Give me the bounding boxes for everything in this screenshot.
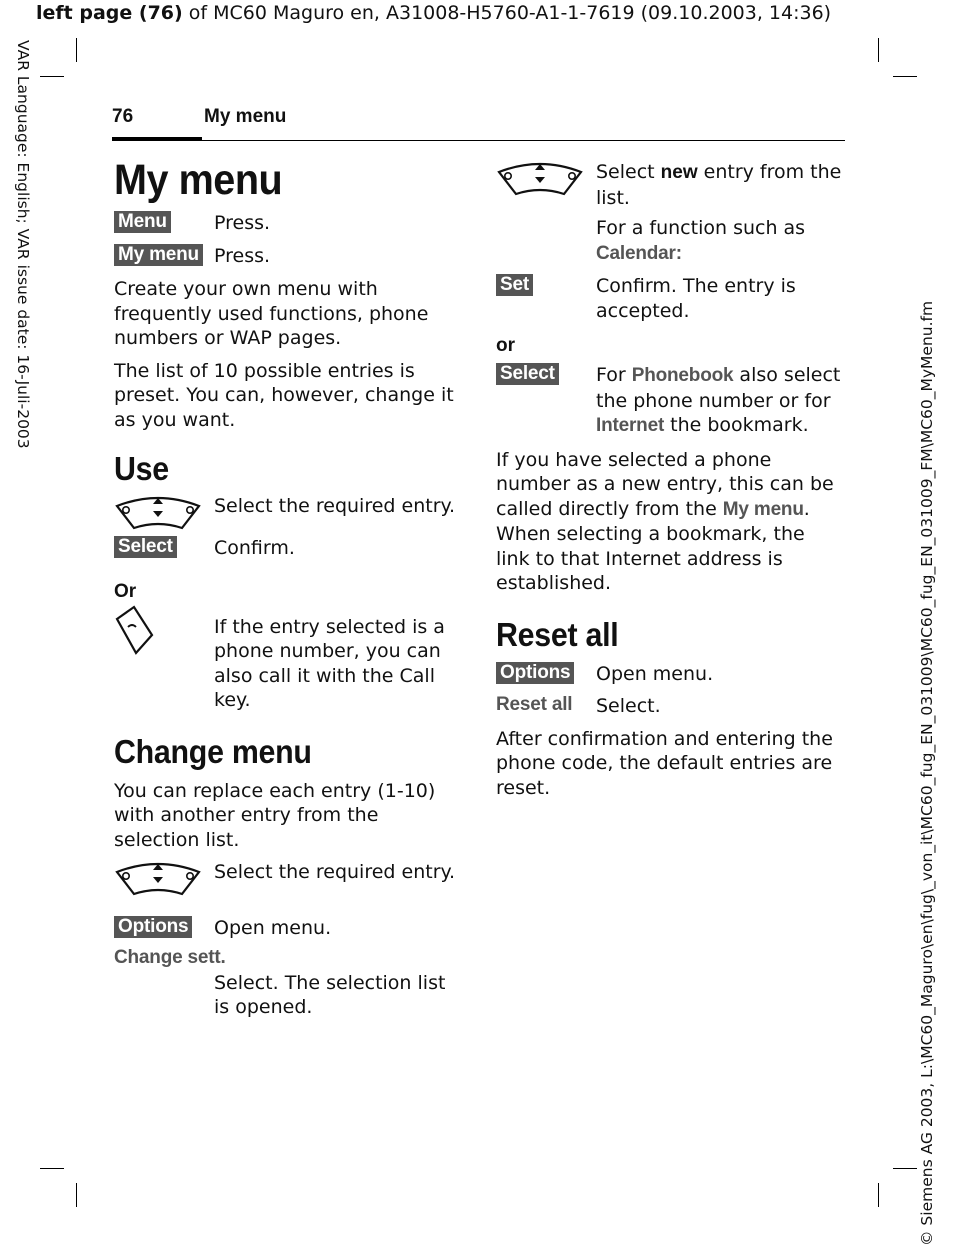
text-fragment: the bookmark. — [664, 414, 809, 436]
text-bold-new: new — [660, 162, 698, 183]
right-column — [496, 160, 844, 800]
navigation-key-icon — [114, 494, 202, 536]
step-text: Press. — [214, 244, 271, 267]
menu-item-my-menu: My menu — [722, 498, 804, 520]
options-softkey[interactable]: Options — [114, 916, 192, 938]
menu-item-phonebook: Phonebook — [631, 365, 734, 386]
section-heading-use: Use — [114, 450, 169, 487]
list-paragraph: The list of 10 possible entries is preset. You can, however, change it as you want. — [114, 359, 454, 431]
options-softkey[interactable]: Options — [496, 662, 574, 684]
crop-mark — [40, 1168, 64, 1169]
crop-mark — [893, 1168, 917, 1169]
function-text — [596, 216, 844, 266]
step-row — [496, 363, 844, 439]
call-key-icon — [114, 605, 156, 659]
section-heading-change-menu: Change menu — [114, 732, 312, 770]
navigation-key-icon — [114, 860, 202, 902]
set-softkey[interactable]: Set — [496, 274, 533, 296]
running-header — [112, 106, 287, 128]
crop-mark — [76, 38, 77, 62]
menu-item-internet: Internet — [596, 415, 665, 436]
print-header-bold: left page (76) — [36, 2, 183, 24]
step-row — [114, 860, 459, 898]
crop-mark — [878, 38, 879, 62]
my-menu-softkey[interactable]: My menu — [114, 244, 203, 266]
menu-softkey[interactable]: Menu — [114, 211, 171, 233]
crop-mark — [40, 76, 64, 77]
page-title: My menu — [114, 156, 283, 204]
step-text: Confirm. The entry is accepted. — [596, 275, 796, 322]
side-margin-text-right: © Siemens AG 2003, L:\MC60_Maguro\en\fug\_von_it\MC60_fug_EN_031009\MC60_fug_EN_031009_FM\MC60_MyMenu.fm — [918, 300, 936, 1246]
step-row — [114, 605, 459, 713]
navigation-key-icon — [496, 160, 584, 202]
left-column — [114, 156, 459, 1020]
step-text: Press. — [214, 212, 271, 234]
step-row — [114, 244, 459, 269]
step-row — [114, 536, 459, 561]
text-fragment: . When selecting a bookmark, the link to that Internet address is established. — [496, 497, 810, 594]
step-text: Select the required entry. — [214, 861, 456, 883]
menu-item-reset-all[interactable]: Reset all — [496, 694, 573, 715]
header-rule — [112, 140, 845, 141]
menu-item-change-sett[interactable]: Change sett. — [114, 946, 226, 968]
step-row — [496, 694, 844, 719]
running-title: My menu — [204, 106, 287, 127]
step-row — [496, 662, 844, 687]
step-text — [596, 363, 844, 439]
text-fragment: also select the phone number or for — [596, 364, 841, 412]
bookmark-paragraph — [496, 448, 844, 596]
menu-item-calendar[interactable]: Calendar: — [596, 242, 682, 264]
or-label: Or — [114, 580, 137, 602]
crop-mark — [893, 76, 917, 77]
step-text: Select the required entry. — [214, 495, 456, 517]
select-softkey[interactable]: Select — [496, 363, 559, 385]
text-fragment: For — [596, 364, 632, 386]
page-number: 76 — [112, 106, 134, 127]
text-fragment: If you have selected a phone number as a new entry, this can be called directly from the — [496, 448, 834, 520]
step-row — [496, 274, 844, 323]
step-text: If the entry selected is a phone number, you can also call it with the Call key. — [214, 615, 445, 711]
print-header-line — [36, 2, 831, 24]
text-fragment: For a function such as — [596, 217, 806, 239]
text-fragment: Select — [596, 161, 661, 183]
print-header-rest: of MC60 Maguro en, A31008-H5760-A1-1-7619 (09.10.2003, 14:36) — [182, 2, 832, 24]
change-paragraph: You can replace each entry (1-10) with another entry from the selection list. — [114, 779, 436, 851]
text-fragment: entry from the list. — [596, 161, 842, 209]
step-row — [496, 160, 844, 208]
step-row — [114, 916, 459, 941]
crop-mark — [878, 1183, 879, 1207]
step-text — [596, 160, 844, 210]
select-softkey[interactable]: Select — [114, 536, 177, 558]
section-heading-reset-all: Reset all — [496, 615, 619, 653]
step-text: Select. The selection list is opened. — [214, 971, 446, 1018]
step-row — [114, 494, 459, 532]
or-label: or — [496, 335, 515, 356]
side-margin-text-left: VAR Language: English; VAR issue date: 16-Juli-2003 — [14, 40, 32, 449]
step-text: Open menu. — [596, 662, 714, 685]
reset-paragraph: After confirmation and entering the phone code, the default entries are reset. — [496, 727, 833, 799]
intro-paragraph: Create your own menu with frequently used functions, phone numbers or WAP pages. — [114, 278, 429, 349]
step-text: Open menu. — [214, 917, 332, 939]
step-row — [114, 211, 459, 236]
step-text: Confirm. — [214, 537, 295, 559]
crop-mark — [76, 1183, 77, 1207]
step-text: Select. — [596, 695, 661, 717]
